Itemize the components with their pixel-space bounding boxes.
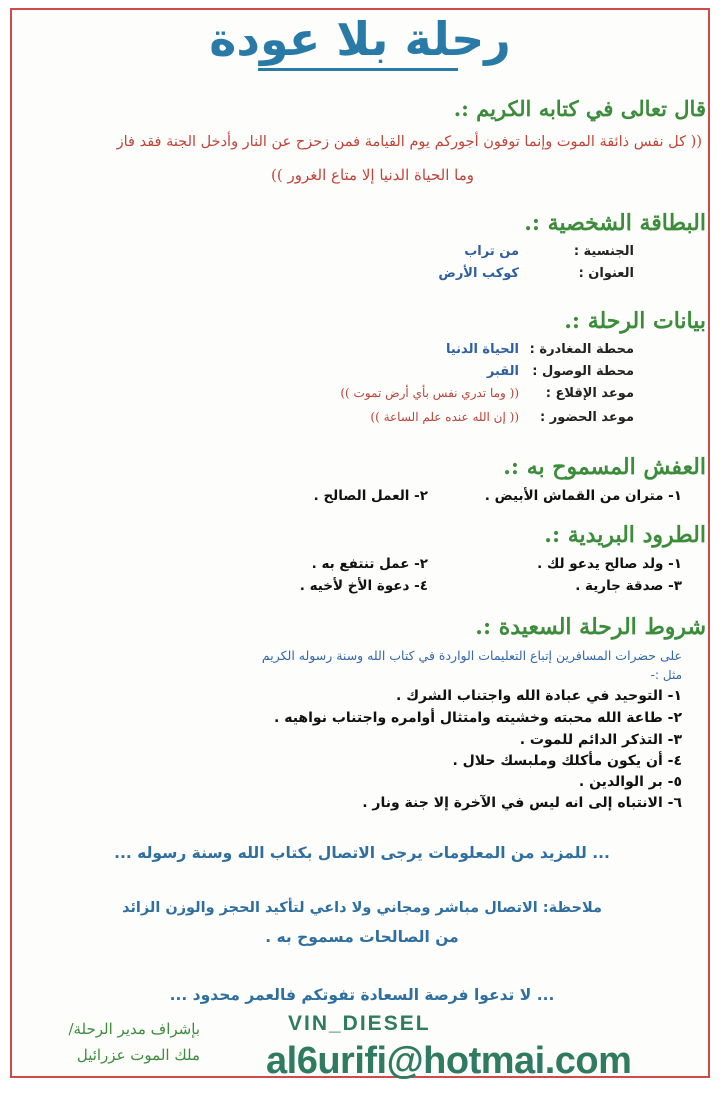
parcel-item-3: ٣- صدقة جارية .: [575, 578, 682, 594]
signature-line-2: ملك الموت عزرائيل: [76, 1046, 200, 1064]
attendance-label: موعد الحضور :: [540, 410, 634, 425]
closing-line: ... لا تدعوا فرصة السعادة تفوتكم فالعمر محدود ...: [169, 986, 555, 1004]
arrival-value: القبر: [486, 364, 519, 379]
condition-item-4: ٤- أن يكون مأكلك وملبسك حلال .: [452, 753, 682, 769]
condition-item-6: ٦- الانتباه إلى انه ليس في الآخرة إلا جنة ونار .: [362, 795, 682, 811]
nationality-value: من تراب: [464, 244, 519, 259]
luggage-item-1: ١- متران من القماش الأبيض .: [484, 488, 682, 504]
attendance-value: (( إن الله عنده علم الساعة )): [370, 410, 519, 424]
parcel-item-2: ٢- عمل تنتفع به .: [311, 556, 428, 572]
conditions-intro: على حضرات المسافرين إتباع التعليمات الواردة في كتاب الله وسنة رسوله الكريم: [261, 648, 682, 663]
watermark-email: al6urifi@hotmai.com: [266, 1040, 632, 1082]
more-info: ... للمزيد من المعلومات يرجى الاتصال بكتاب الله وسنة رسوله ...: [114, 844, 610, 862]
watermark-name: VIN_DIESEL: [288, 1012, 431, 1035]
departure-label: محطة المغادرة :: [529, 342, 634, 357]
parcel-item-1: ١- ولد صالح يدعو لك .: [537, 556, 682, 572]
title-underline: [258, 68, 458, 71]
address-label: العنوان :: [578, 266, 634, 281]
takeoff-label: موعد الإقلاع :: [545, 386, 634, 401]
arrival-label: محطة الوصول :: [532, 364, 634, 379]
page-title: رحلة بلا عودة: [209, 12, 511, 66]
departure-value: الحياة الدنيا: [445, 342, 519, 357]
parcels-header: الطرود البريدية :.: [544, 522, 706, 548]
nationality-label: الجنسية :: [573, 244, 634, 259]
condition-item-5: ٥- بر الوالدين .: [578, 774, 682, 790]
condition-item-1: ١- التوحيد في عبادة الله واجتناب الشرك .: [396, 688, 682, 704]
address-value: كوكب الأرض: [438, 266, 519, 281]
quran-header: قال تعالى في كتابه الكريم :.: [453, 96, 706, 121]
conditions-header: شروط الرحلة السعيدة :.: [475, 614, 706, 640]
note-line-2: من الصالحات مسموح به .: [265, 928, 459, 946]
verse-line-2: وما الحياة الدنيا إلا متاع الغرور )): [271, 166, 474, 184]
verse-line-1: (( كل نفس ذائقة الموت وإنما توفون أجوركم يوم القيامة فمن زحزح عن النار وأدخل الجنة فقد فاز: [116, 134, 702, 150]
condition-item-3: ٣- التذكر الدائم للموت .: [519, 732, 682, 748]
takeoff-value: (( وما تدري نفس بأي أرض تموت )): [340, 386, 519, 400]
luggage-header: العفش المسموح به :.: [503, 454, 706, 480]
luggage-item-2: ٢- العمل الصالح .: [313, 488, 428, 504]
signature-line-1: بإشراف مدير الرحلة/: [68, 1020, 200, 1038]
note-line-1: ملاحظة: الاتصال مباشر ومجاني ولا داعي لتأكيد الحجز والوزن الزائد: [122, 900, 602, 916]
id-card-header: البطاقة الشخصية :.: [524, 210, 706, 236]
condition-item-2: ٢- طاعة الله محبته وخشيته وامتثال أوامره واجتناب نواهيه .: [274, 710, 682, 726]
conditions-example: مثل :-: [650, 668, 682, 682]
parcel-item-4: ٤- دعوة الأخ لأخيه .: [299, 578, 428, 594]
trip-header: بيانات الرحلة :.: [564, 308, 706, 334]
